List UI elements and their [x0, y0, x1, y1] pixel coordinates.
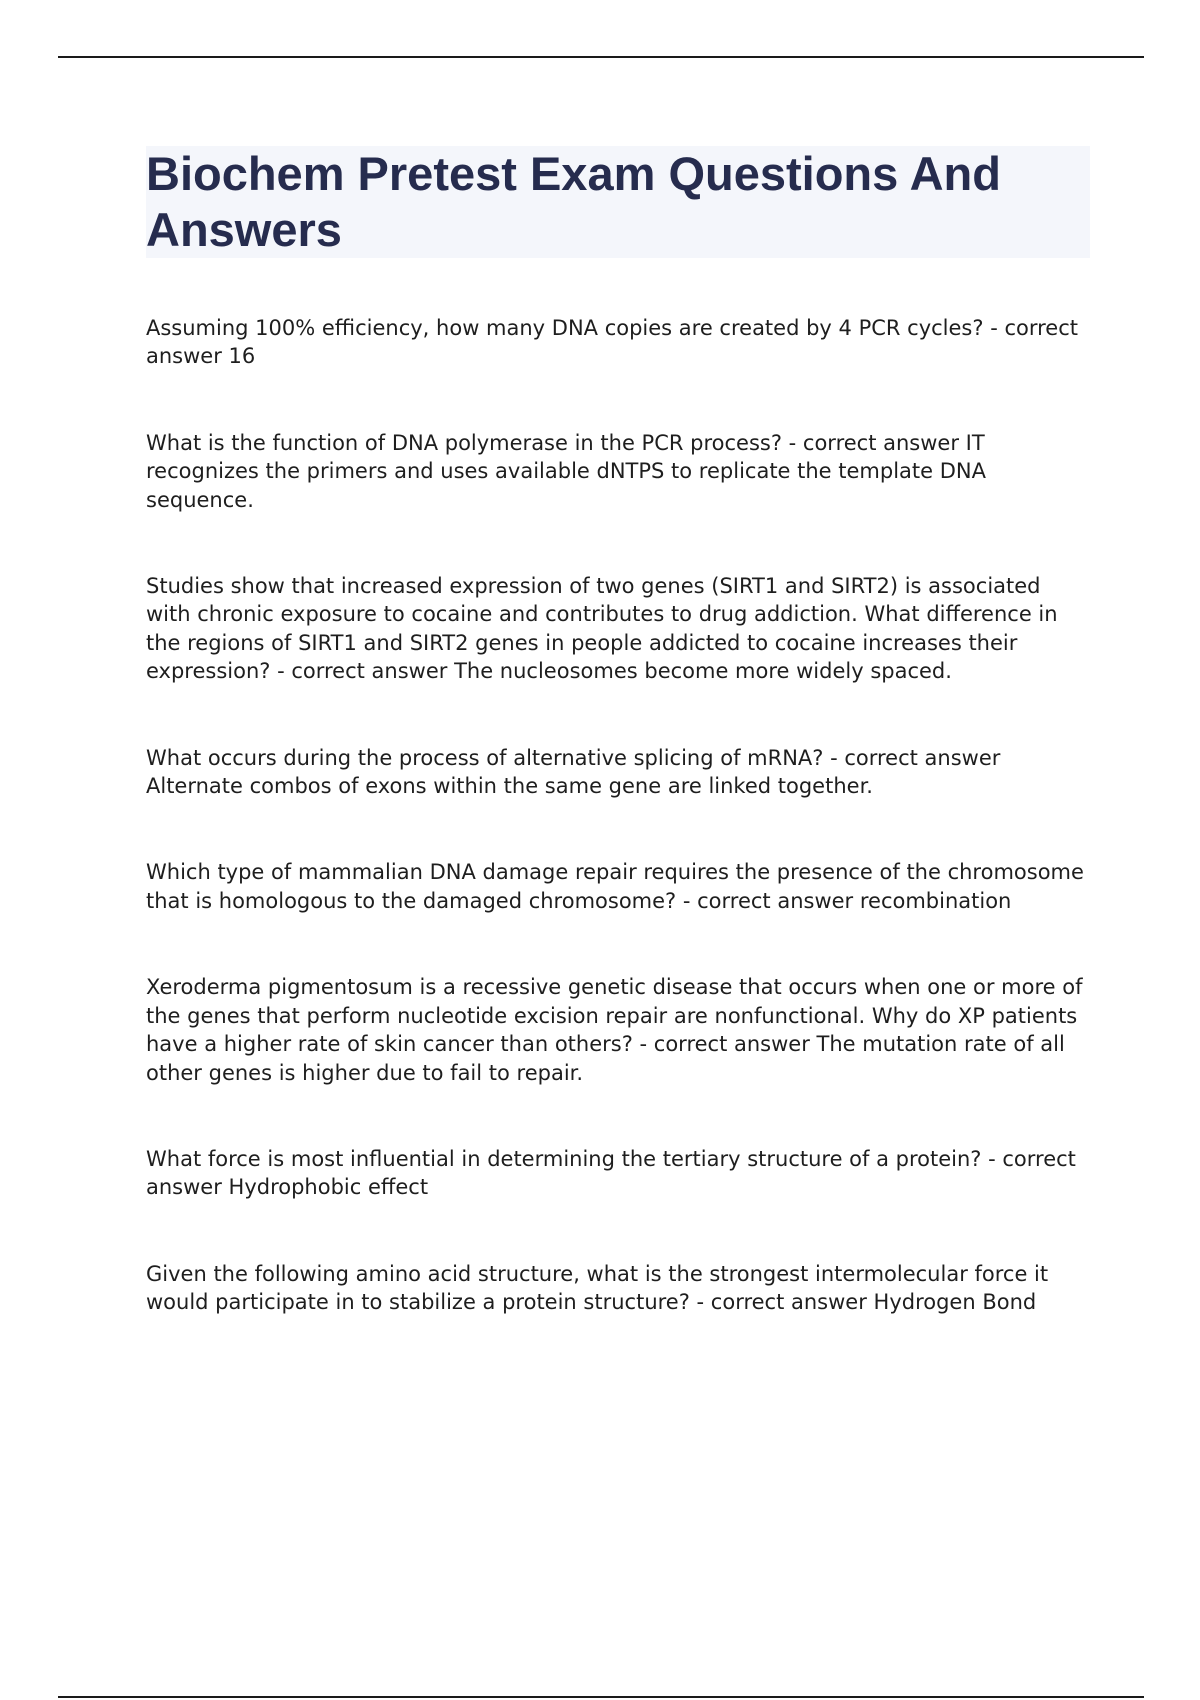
bottom-rule	[58, 1696, 1144, 1698]
qa-item-3: Studies show that increased expression of two genes (SIRT1 and SIRT2) is associated with chronic exposure to cocaine and contributes to drug addiction. What difference in the regions of SIRT1 and SIRT2 genes in people addicted to cocaine increases their expression? - correct answer The nucleosomes become more widely spaced.	[146, 574, 1058, 684]
qa-item-2: What is the function of DNA polymerase in the PCR process? - correct answer IT recognizes the primers and uses available dNTPS to replicate the template DNA sequence.	[146, 430, 986, 512]
qa-list	[146, 314, 1090, 1317]
qa-item-8: Given the following amino acid structure, what is the strongest intermolecular force it would participate in to stabilize a protein structure? - correct answer Hydrogen Bond	[146, 1261, 1049, 1315]
qa-item-6: Xeroderma pigmentosum is a recessive genetic disease that occurs when one or more of the genes that perform nucleotide excision repair are nonfunctional. Why do XP patients have a higher rate of skin cancer than others? - correct answer The mutation rate of all other genes is higher due to fail to repair.	[146, 975, 1083, 1085]
qa-item-7: What force is most influential in determining the tertiary structure of a protein? - correct answer Hydrophobic effect	[146, 1146, 1076, 1200]
qa-item-5: Which type of mammalian DNA damage repair requires the presence of the chromosome that is homologous to the damaged chromosome? - correct answer recombination	[146, 860, 1084, 913]
top-rule	[58, 56, 1144, 58]
qa-item-1: Assuming 100% efficiency, how many DNA copies are created by 4 PCR cycles? - correct answer 16	[146, 316, 1078, 369]
title-banner	[146, 146, 1090, 258]
document-title: Biochem Pretest Exam Questions And Answers	[146, 147, 1001, 256]
qa-item-4: What occurs during the process of alternative splicing of mRNA? - correct answer Alternate combos of exons within the same gene are linked together.	[146, 745, 1001, 799]
